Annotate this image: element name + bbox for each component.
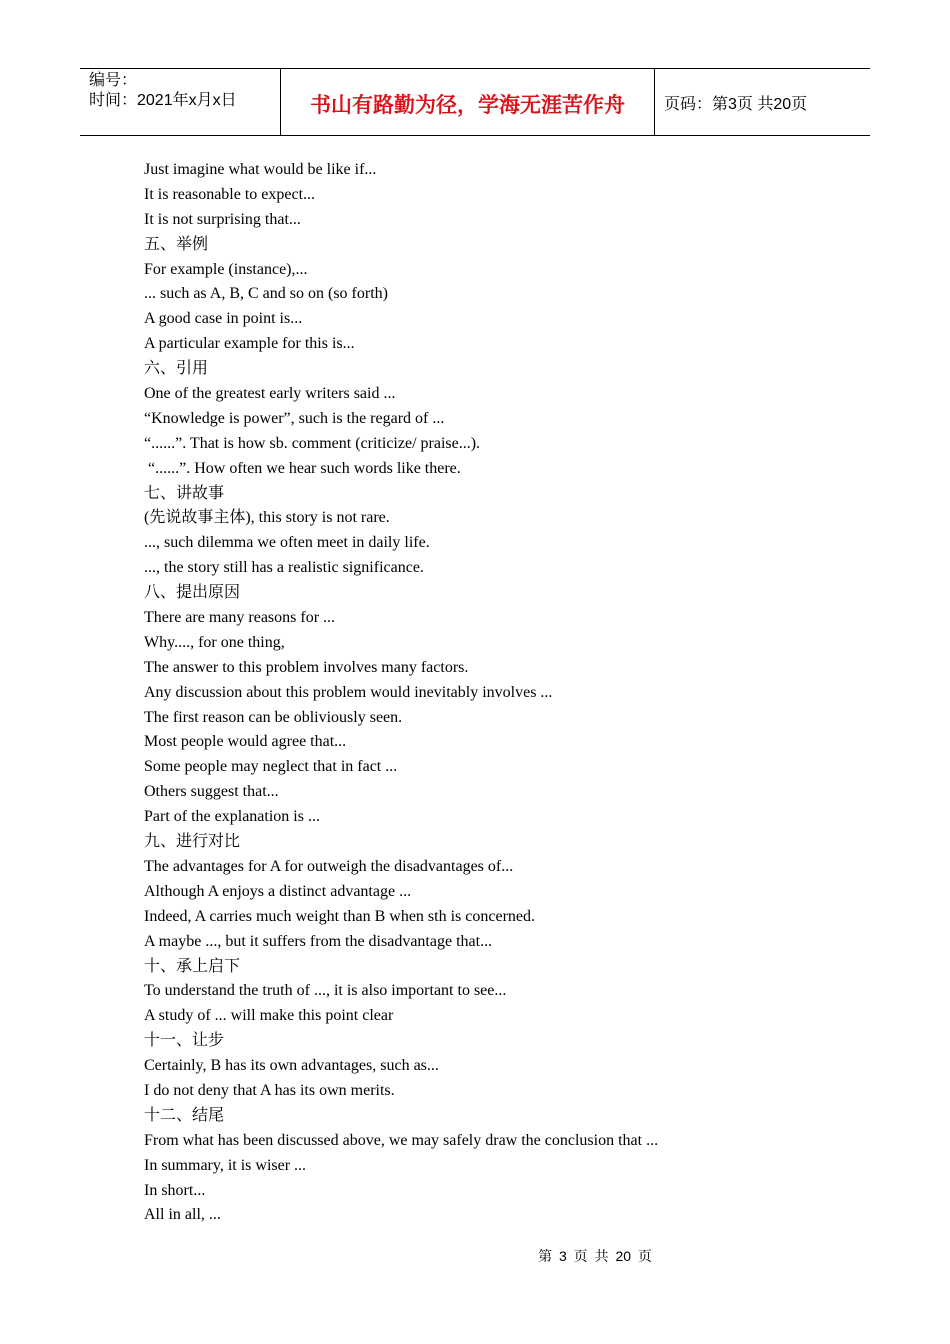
text-line: Just imagine what would be like if... [144, 161, 377, 178]
text-line: Some people may neglect that in fact ... [144, 758, 398, 776]
text-line: There are many reasons for ... [144, 609, 336, 627]
header-page-info: 页码：第3页 共20页 [664, 95, 808, 113]
text-line: From what has been discussed above, we may safely draw the conclusion that ... [144, 1131, 659, 1149]
page-header [80, 68, 870, 136]
text-line: 六、引用 [144, 360, 209, 378]
text-line: Any discussion about this problem would inevitably involves ... [144, 683, 553, 701]
text-line: Certainly, B has its own advantages, such as... [144, 1057, 439, 1075]
text-line: It is not surprising that... [144, 210, 301, 228]
document-body [144, 158, 844, 1228]
text-line: To understand the truth of ..., it is also important to see... [144, 982, 507, 1000]
text-line: The answer to this problem involves many factors. [144, 658, 469, 676]
text-line: One of the greatest early writers said ... [144, 385, 396, 403]
text-line: 七、讲故事 [144, 484, 225, 502]
serial-label: 编号： [89, 72, 138, 89]
text-line: Indeed, A carries much weight than B when sth is concerned. [144, 907, 535, 925]
text-line: Why...., for one thing, [144, 633, 285, 651]
text-line: A study of ... will make this point clear [144, 1007, 394, 1025]
text-line: Part of the explanation is ... [144, 808, 320, 826]
text-line: In summary, it is wiser ... [144, 1156, 307, 1174]
text-line: 八、提出原因 [144, 584, 241, 602]
text-line: In short... [144, 1181, 206, 1199]
text-line: It is reasonable to expect... [144, 185, 316, 203]
text-line: 十一、让步 [144, 1032, 225, 1050]
text-line: “......”. How often we hear such words like there. [144, 459, 461, 477]
text-line: 五、举例 [144, 235, 209, 253]
text-line: The advantages for A for outweigh the disadvantages of... [144, 857, 514, 875]
text-line: ... such as A, B, C and so on (so forth) [144, 285, 388, 303]
text-line: ..., such dilemma we often meet in daily life. [144, 534, 430, 552]
header-motto: 书山有路勤为径，学海无涯苦作舟 [281, 69, 655, 135]
text-line: For example (instance),... [144, 260, 308, 278]
page-footer: 第 3 页 共 20 页 [538, 1248, 652, 1264]
header-meta [80, 69, 281, 135]
text-line: All in all, ... [144, 1206, 221, 1224]
text-line: Although A enjoys a distinct advantage ... [144, 882, 412, 900]
text-line: I do not deny that A has its own merits. [144, 1081, 395, 1099]
text-line: (先说故事主体), this story is not rare. [144, 509, 390, 527]
text-line: A good case in point is... [144, 310, 303, 328]
text-line: 十、承上启下 [144, 957, 241, 975]
text-line: 十二、结尾 [144, 1106, 225, 1124]
text-line: “......”. That is how sb. comment (criticize/ praise...). [144, 434, 481, 452]
text-line: 九、进行对比 [144, 833, 241, 851]
text-line: A maybe ..., but it suffers from the disadvantage that... [144, 932, 493, 950]
text-line: A particular example for this is... [144, 335, 355, 353]
text-line: ..., the story still has a realistic significance. [144, 559, 424, 577]
text-line: “Knowledge is power”, such is the regard of ... [144, 409, 445, 427]
time-label: 时间：2021年x月x日 [89, 92, 237, 109]
text-line: Others suggest that... [144, 783, 279, 801]
text-line: Most people would agree that... [144, 733, 347, 751]
text-line: The first reason can be obliviously seen. [144, 708, 403, 726]
